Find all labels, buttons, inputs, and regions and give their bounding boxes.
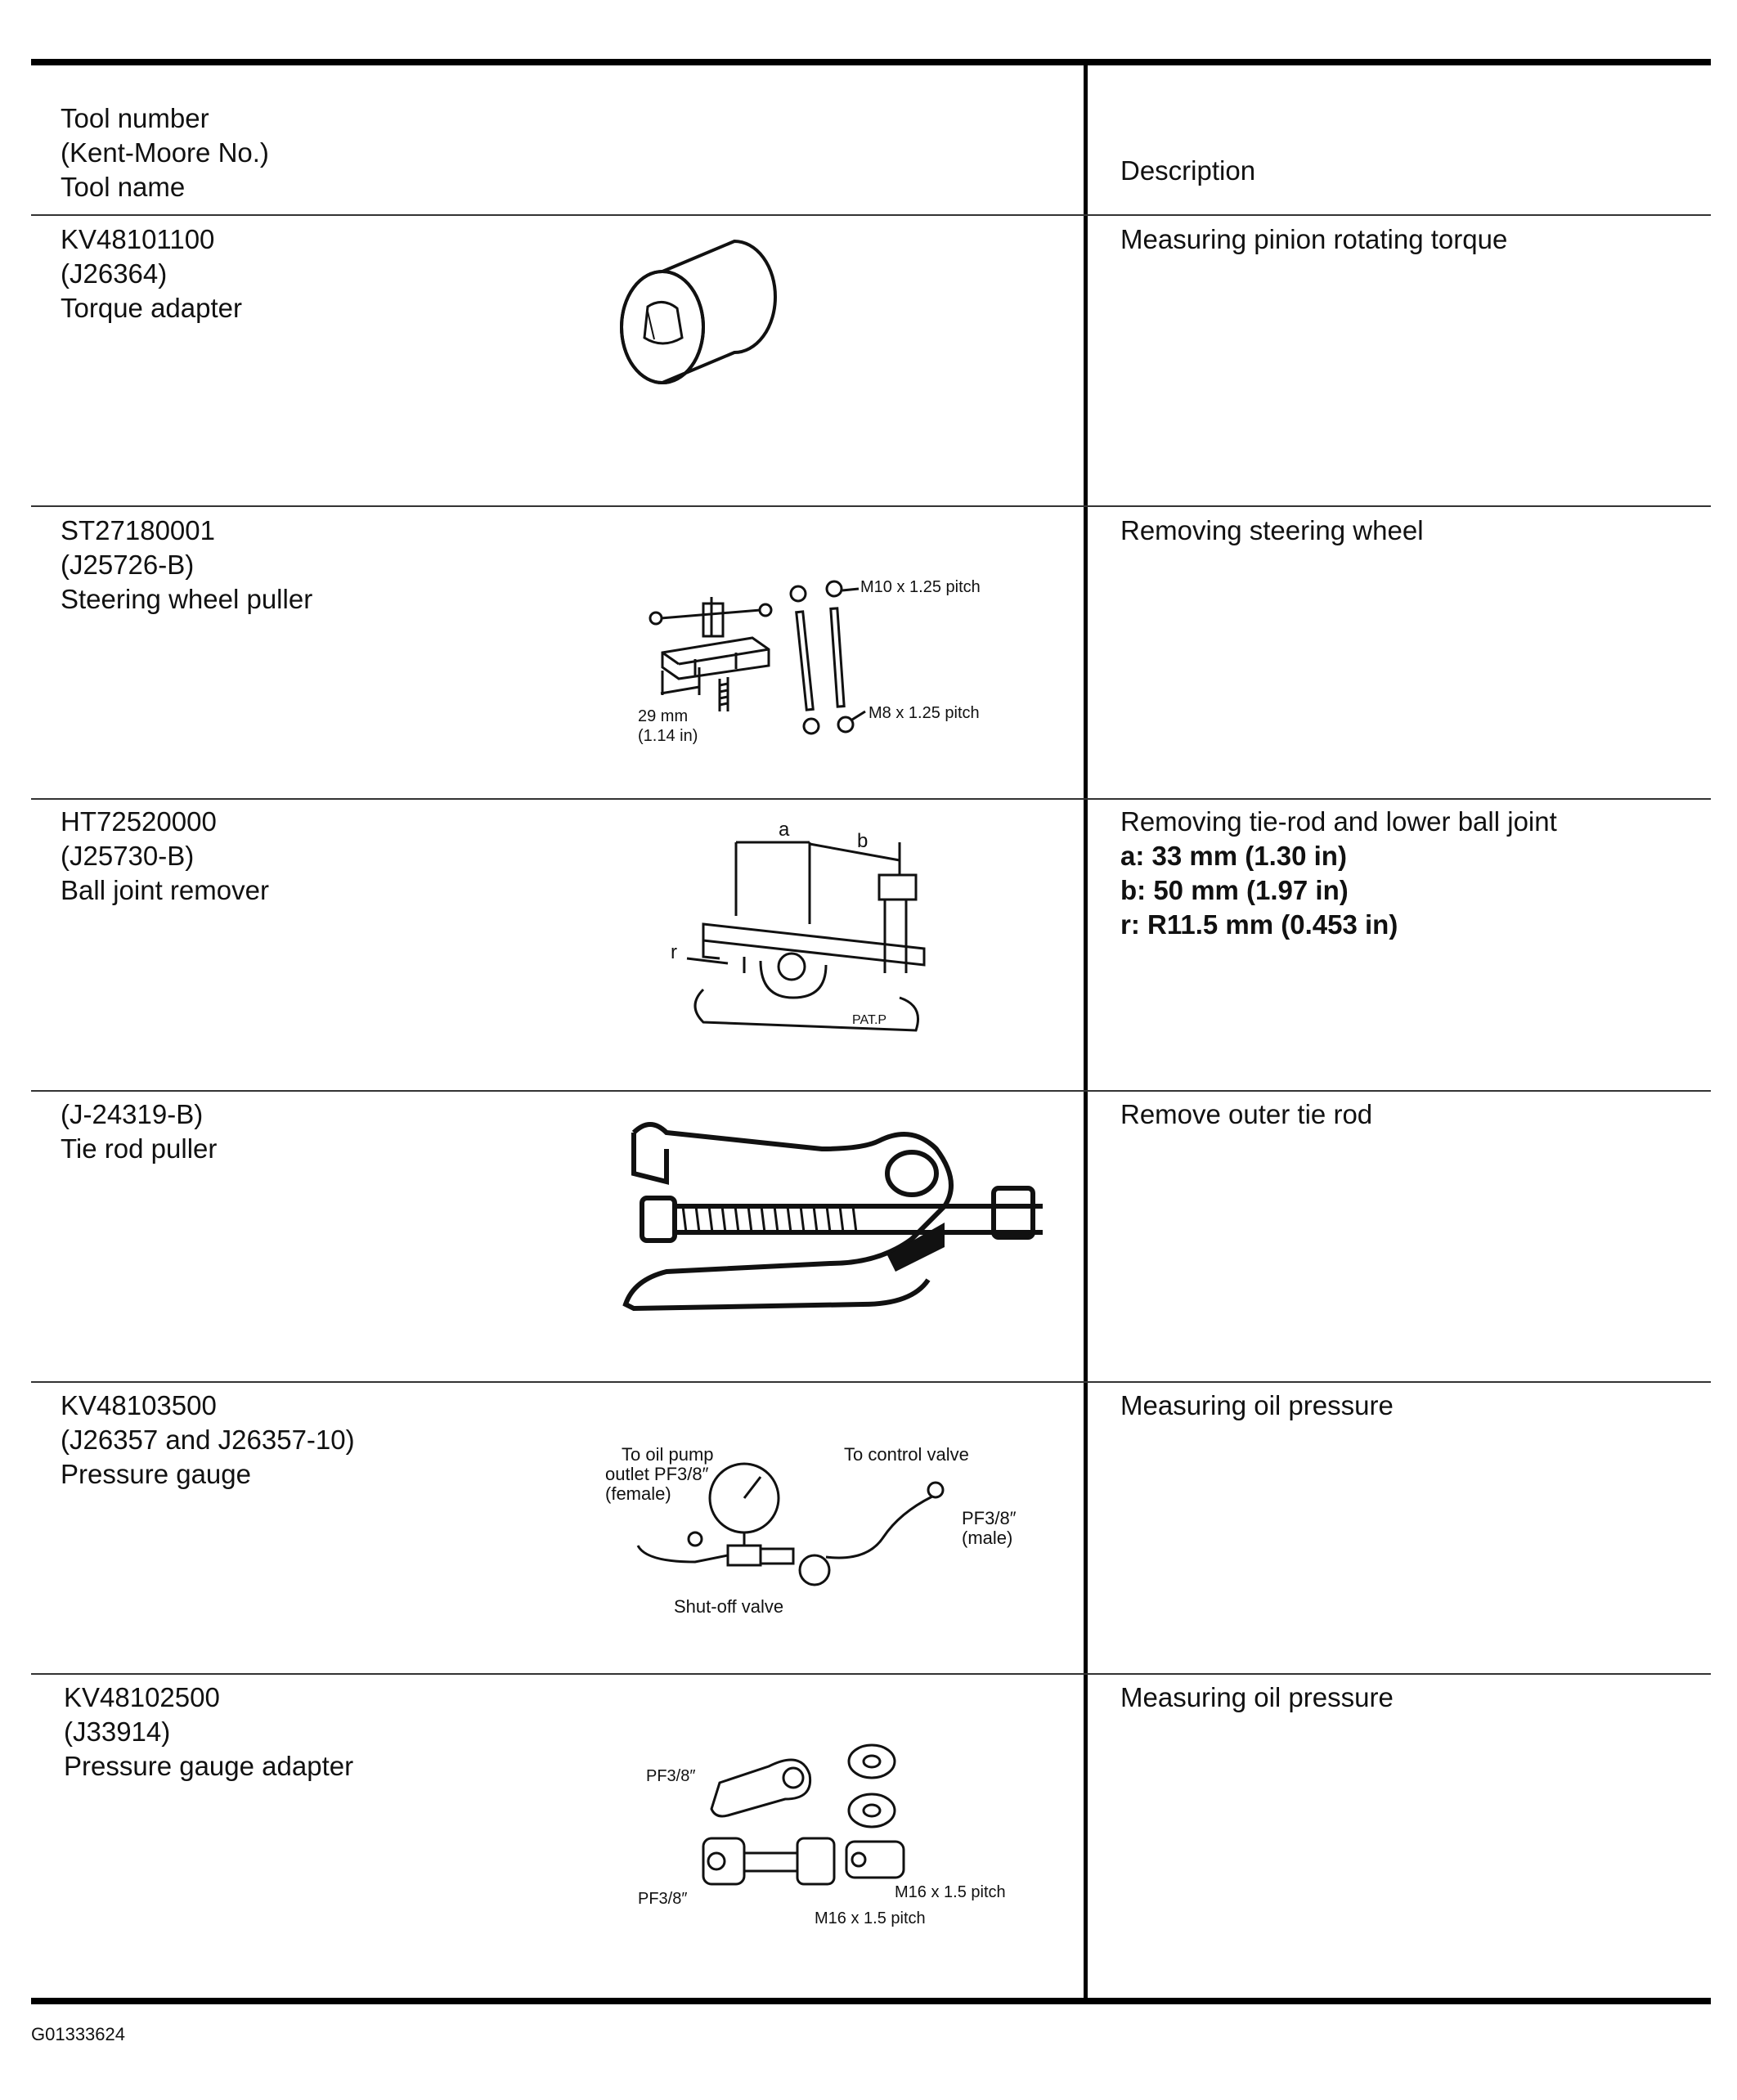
kent-moore-number: (J25730-B): [61, 841, 195, 871]
tool-name: Steering wheel puller: [61, 584, 313, 614]
table-row-tool-info: [61, 514, 312, 617]
row-divider: [31, 1673, 1711, 1675]
tool-number: ST27180001: [61, 515, 215, 545]
row-divider: [31, 505, 1711, 507]
table-row-tool-info: [61, 1097, 217, 1166]
description-text: Removing tie-rod and lower ball joint: [1120, 806, 1557, 837]
tool-name: Pressure gauge adapter: [64, 1751, 354, 1781]
description-text: Remove outer tie rod: [1120, 1099, 1373, 1129]
header-kent-moore: (Kent-Moore No.): [61, 137, 269, 168]
kent-moore-number: (J25726-B): [61, 550, 195, 580]
label-to-control-valve: To control valve: [844, 1444, 969, 1465]
table-row-tool-info: [61, 222, 242, 325]
label-to-oil-pump: To oil pump: [622, 1444, 714, 1465]
kent-moore-number: (J-24319-B): [61, 1099, 204, 1129]
tool-number: KV48101100: [61, 224, 215, 254]
header-tool-column: [61, 101, 269, 204]
table-top-rule: [31, 59, 1711, 65]
table-row-tool-info: [61, 1389, 355, 1492]
kent-moore-number: (J26364): [61, 258, 168, 289]
table-bottom-rule: [31, 1998, 1711, 2004]
dimension-b: b: 50 mm (1.97 in): [1120, 875, 1349, 905]
torque-adapter-illustration: [597, 233, 793, 397]
label-29mm: 29 mm: [638, 707, 689, 725]
tool-name: Pressure gauge: [61, 1459, 251, 1489]
pressure-gauge-illustration: [605, 1439, 1017, 1627]
steering-wheel-puller-illustration: [638, 564, 1014, 761]
row-divider: [31, 1381, 1711, 1383]
label-1-14in: (1.14 in): [638, 727, 698, 745]
dimension-a: a: 33 mm (1.30 in): [1120, 841, 1347, 871]
label-shut-off-valve: Shut-off valve: [674, 1596, 784, 1617]
column-divider: [1084, 62, 1088, 2001]
header-description: Description: [1120, 155, 1256, 186]
label-m10-pitch: M10 x 1.25 pitch: [860, 578, 981, 596]
row-divider: [31, 1090, 1711, 1092]
label-female: (female): [605, 1483, 671, 1504]
label-pf-male: PF3/8″: [962, 1508, 1017, 1528]
description-text: Removing steering wheel: [1120, 515, 1424, 545]
table-row-tool-info: [64, 1680, 353, 1784]
pressure-gauge-adapter-illustration: [638, 1734, 1030, 1930]
label-m16-pitch-right: M16 x 1.5 pitch: [895, 1883, 1006, 1901]
description-block: [1120, 805, 1557, 942]
label-male: (male): [962, 1528, 1013, 1548]
label-pat-p: PAT.P: [852, 1013, 887, 1027]
description-text: Measuring oil pressure: [1120, 1682, 1394, 1712]
label-outlet-pf: outlet PF3/8″: [605, 1464, 709, 1484]
dimension-r: r: R11.5 mm (0.453 in): [1120, 909, 1398, 940]
tie-rod-puller-illustration: [617, 1116, 1043, 1329]
document-id: G01333624: [31, 2024, 125, 2044]
label-m16-pitch-bottom: M16 x 1.5 pitch: [815, 1909, 926, 1927]
label-m8-pitch: M8 x 1.25 pitch: [868, 704, 980, 722]
header-tool-number: Tool number: [61, 103, 209, 133]
tool-name: Ball joint remover: [61, 875, 269, 905]
table-row-tool-info: [61, 805, 269, 908]
description-text: Measuring oil pressure: [1120, 1390, 1394, 1420]
label-pf-lower: PF3/8″: [638, 1890, 688, 1908]
label-r: r: [671, 941, 677, 963]
kent-moore-number: (J26357 and J26357-10): [61, 1425, 355, 1455]
row-divider: [31, 214, 1711, 216]
row-divider: [31, 798, 1711, 800]
tool-number: HT72520000: [61, 806, 217, 837]
tool-number: KV48103500: [61, 1390, 217, 1420]
label-b: b: [857, 830, 868, 852]
tool-name: Tie rod puller: [61, 1133, 218, 1164]
ball-joint-remover-illustration: [671, 818, 965, 1039]
label-pf-upper: PF3/8″: [646, 1767, 696, 1785]
tool-number: KV48102500: [64, 1682, 220, 1712]
header-tool-name: Tool name: [61, 172, 186, 202]
tool-name: Torque adapter: [61, 293, 242, 323]
description-text: Measuring pinion rotating torque: [1120, 224, 1508, 254]
label-a: a: [779, 819, 790, 841]
kent-moore-number: (J33914): [64, 1716, 171, 1747]
